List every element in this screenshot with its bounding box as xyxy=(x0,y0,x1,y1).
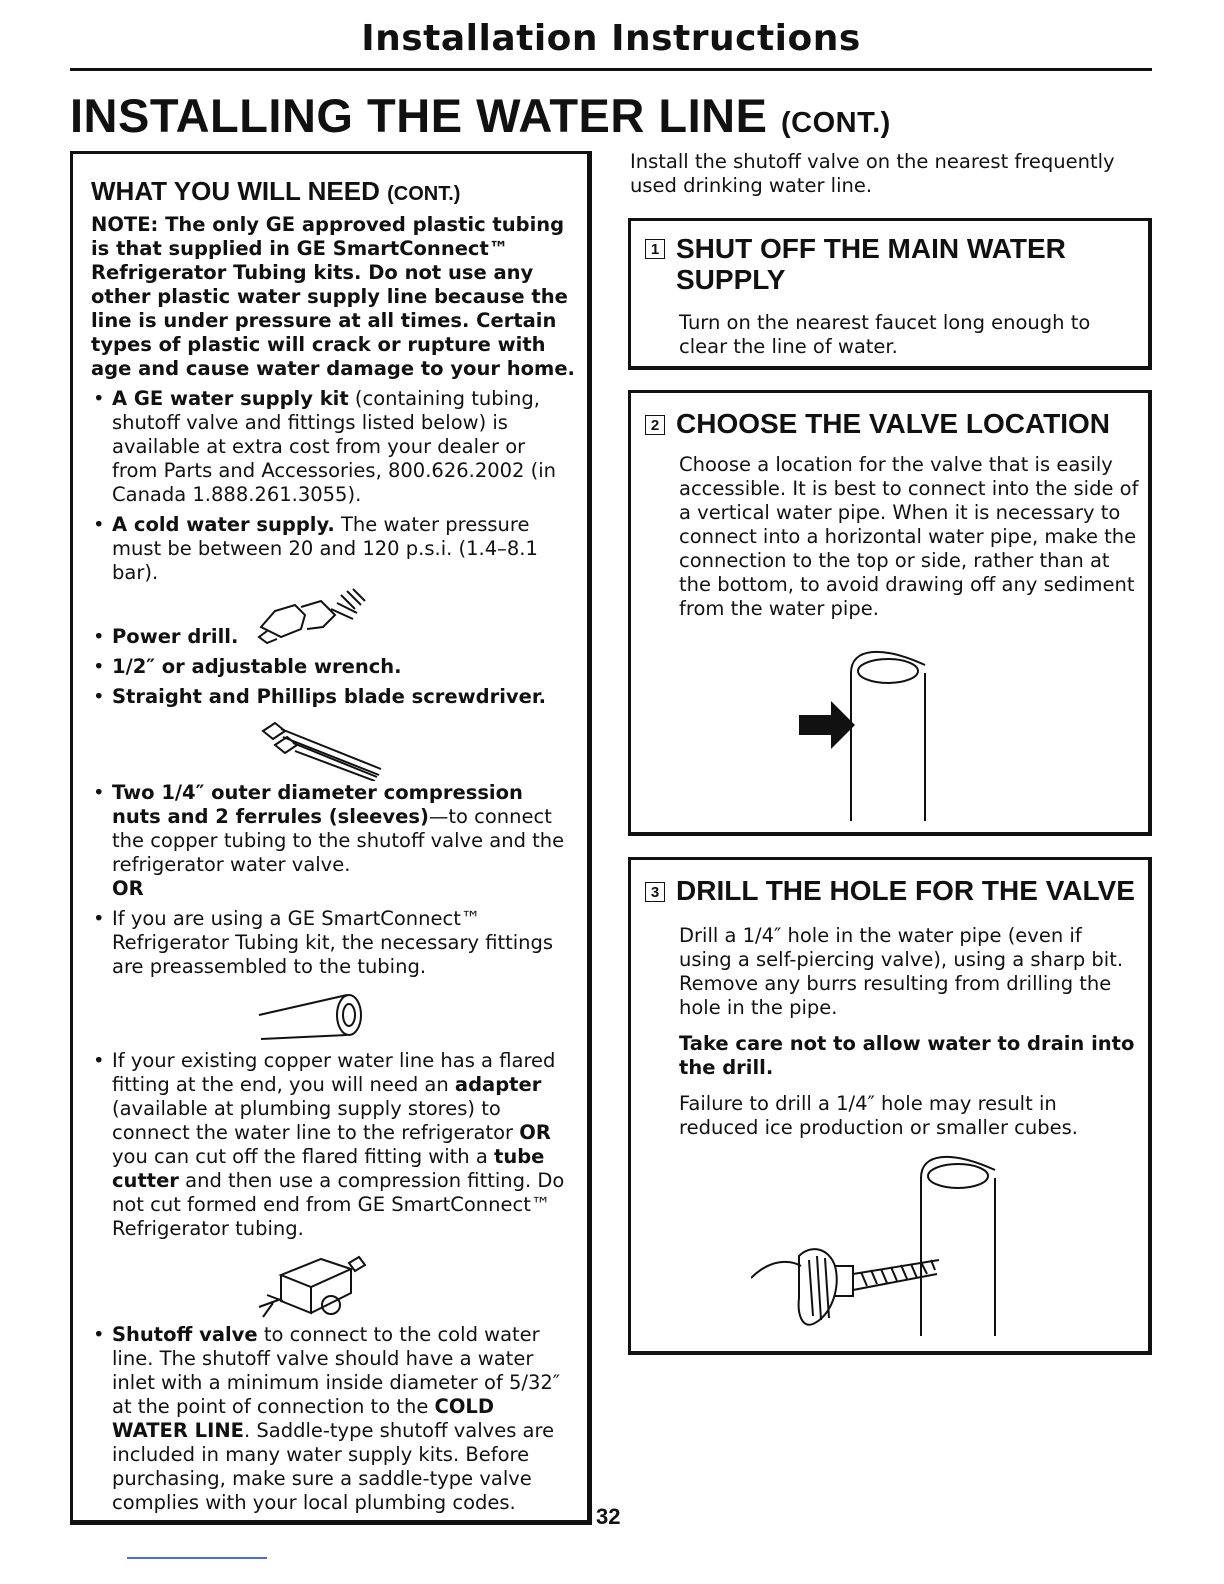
step-number: 3 xyxy=(645,882,665,902)
list-item: • 1/2″ or adjustable wrench. xyxy=(93,655,402,678)
list-item: • Power drill. xyxy=(93,625,239,648)
drill-failure-note: Failure to drill a 1/4″ hole may result in reduced ice production or smaller cubes. xyxy=(679,1092,1078,1139)
page-number: 32 xyxy=(596,1504,621,1529)
step-number: 2 xyxy=(645,415,665,435)
list-item: • A cold water supply. The water pressure must be between 20 and 120 p.s.i. (1.4–8.1 bar). xyxy=(93,513,538,584)
step-body xyxy=(679,924,1139,1140)
page-header: Installation Instructions xyxy=(361,18,861,59)
page-title: INSTALLING THE WATER LINE (CONT.) xyxy=(70,89,891,142)
step-body: Choose a location for the valve that is easily accessible. It is best to connect into the side of a vertical water pipe. When it is necessary to connect into a horizontal water pipe, make the connection to the top or side, rather than at the bottom, to avoid drawing off any sediment from the water pipe. xyxy=(679,453,1139,620)
drill-pipe-illustration xyxy=(751,1148,1011,1338)
what-you-will-need-box xyxy=(70,151,592,1525)
step-number: 1 xyxy=(645,239,665,259)
compression-nuts-illustration xyxy=(91,715,575,781)
step-3-box xyxy=(628,857,1152,1355)
intro-text: Install the shutoff valve on the nearest frequently used drinking water line. xyxy=(630,150,1115,197)
tubing-illustration xyxy=(91,985,575,1049)
step-1-box xyxy=(628,218,1152,370)
step-2-box xyxy=(628,390,1152,836)
step-title: CHOOSE THE VALVE LOCATION xyxy=(676,408,1111,439)
list-item: • A GE water supply kit (containing tubing, shutoff valve and fittings listed below) is available at extra cost from your dealer or from Parts and Accessories, 800.626.2002 (in Canada 1.888.261.3055). xyxy=(93,387,557,506)
note-text: NOTE: The only GE approved plastic tubing is that supplied in GE SmartConnect™ Refrigerator Tubing kits. Do not use any other plastic water supply line because the line is under pressure at all times. Certain types of plastic will crack or rupture with age and cause water damage to your home. xyxy=(91,213,575,380)
list-item: • If you are using a GE SmartConnect™ Refrigerator Tubing kit, the necessary fittings are preassembled to the tubing. xyxy=(93,907,554,978)
step-3-body-text: Drill a 1/4″ hole in the water pipe (even if using a self-piercing valve), using a sharp bit. Remove any burrs resulting from drilling the hole in the pipe. xyxy=(679,924,1124,1019)
header-rule xyxy=(70,68,1152,71)
step-title: DRILL THE HOLE FOR THE VALVE xyxy=(676,875,1135,906)
step-title: SHUT OFF THE MAIN WATER SUPPLY xyxy=(676,233,1066,295)
step-body: Turn on the nearest faucet long enough to clear the line of water. xyxy=(679,311,1091,358)
title-cont: (CONT.) xyxy=(781,107,891,139)
section-heading: WHAT YOU WILL NEED (CONT.) xyxy=(91,176,461,206)
list-item: • If your existing copper water line has a flared fitting at the end, you will need an adapter (available at plumbing supply stores) to connect the water line to the refrigerator OR you can cut off the flared fitting with a tube cutter and then use a compression fitting. Do not cut formed end from GE SmartConnect™ Refrigerator tubing. xyxy=(93,1049,565,1240)
footer-line xyxy=(127,1557,267,1559)
list-item: • Shutoff valve to connect to the cold water line. The shutoff valve should have a water inlet with a minimum inside diameter of 5/32″ at the point of connection to the COLD WATER LINE. Saddle-type shutoff valves are included in many water supply kits. Before purchasing, make sure a saddle-type valve complies with your local plumbing codes. xyxy=(93,1323,561,1514)
vertical-pipe-illustration xyxy=(791,643,991,823)
list-item: • Two 1/4″ outer diameter compression nuts and 2 ferrules (sleeves)—to connect the copper tubing to the shutoff valve and the refrigerator water valve. OR xyxy=(93,781,565,900)
shutoff-valve-illustration xyxy=(91,1247,575,1323)
drill-warning: Take care not to allow water to drain into the drill. xyxy=(679,1032,1135,1079)
list-item: • Straight and Phillips blade screwdriver. xyxy=(93,685,547,708)
